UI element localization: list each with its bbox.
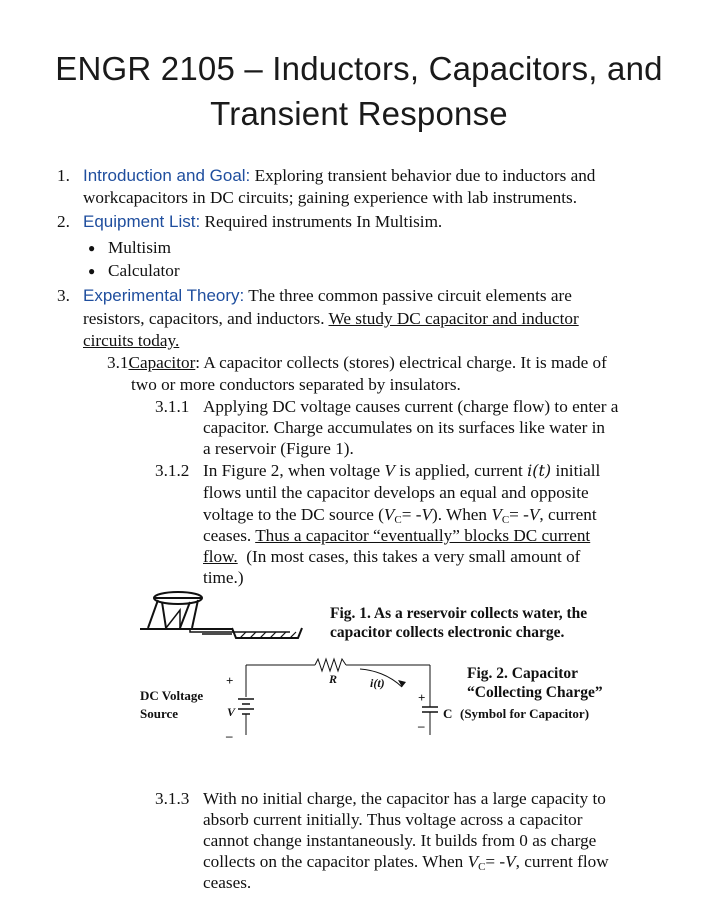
resistor-label: R <box>329 672 338 686</box>
section-3-line2: resistors, capacitors, and inductors. We study DC capacitor and inductor <box>83 309 579 328</box>
section-3-1-2-line3: voltage to the DC source $(V_C= -V)$. When $V_C= -V$, current <box>203 505 597 526</box>
section-3-line1: Experimental Theory: The three common passive circuit elements are <box>83 286 572 305</box>
voltage-label: V <box>227 705 236 719</box>
fig2-caption-line1: Fig. 2. Capacitor <box>467 665 579 682</box>
capacitor-minus-sign: – <box>418 718 425 733</box>
section-3-1-line1: 3.1Capacitor: A capacitor collects (stores) electrical charge. It is made of <box>107 353 607 372</box>
section-3-1-1-line2: capacitor. Charge accumulates on its surfaces like water in <box>203 418 606 437</box>
section-3-1-2-line5: flow. (In most cases, this takes a very small amount of <box>203 547 581 566</box>
section-2-line: Equipment List: Required instruments In Multisim. <box>83 212 443 231</box>
equipment-item-multisim: Multisim <box>108 238 172 257</box>
section-3-number: 3. <box>57 286 70 305</box>
section-1-number: 1. <box>57 166 70 185</box>
section-3-1-1-line3: a reservoir (Figure 1). <box>203 439 354 458</box>
fig1-caption-line2: capacitor collects electronic charge. <box>330 624 565 641</box>
capacitor-circuit-diagram <box>220 655 440 745</box>
section-3-1-2-line1: In Figure 2, when voltage V is applied, current i(t) initiall <box>203 461 601 480</box>
capacitor-term: Capacitor <box>128 353 196 372</box>
section-3-1-3-number: 3.1.3 <box>155 789 190 808</box>
source-label-line2: Source <box>140 706 179 721</box>
section-3-1-3-line1: With no initial charge, the capacitor has a large capacity to <box>203 789 606 808</box>
section-3-1-3-line2: absorb current initially. Thus voltage across a capacitor <box>203 810 583 829</box>
page-title-line2: Transient Response <box>210 95 508 132</box>
section-2-number: 2. <box>57 212 70 231</box>
section-3-1-2-line2: flows until the capacitor develops an equal and opposite <box>203 483 589 502</box>
current-label: i(t) <box>370 676 385 690</box>
section-3-heading: Experimental Theory: <box>83 286 245 305</box>
section-3-1-1-number: 3.1.1 <box>155 397 190 416</box>
bullet-icon: ● <box>88 264 96 278</box>
section-2-heading: Equipment List: <box>83 212 201 231</box>
bullet-icon: ● <box>88 241 96 255</box>
source-label-line1: DC Voltage <box>140 688 204 703</box>
source-plus-sign: + <box>226 673 234 688</box>
page-title: ENGR 2105 – Inductors, Capacitors, and <box>55 50 663 87</box>
reservoir-illustration <box>140 588 320 648</box>
section-3-line3: circuits today. <box>83 331 180 350</box>
section-3-1-1-line1: Applying DC voltage causes current (charge flow) to enter a <box>203 397 619 416</box>
section-3-1-line2: two or more conductors separated by insulators. <box>131 375 461 394</box>
section-3-1-3-line5: ceases. <box>203 873 252 892</box>
fig2-caption-line2: “Collecting Charge” <box>467 684 603 701</box>
section-3-1-2-line4: ceases. Thus a capacitor “eventually” blocks DC current <box>203 526 591 545</box>
section-1-heading: Introduction and Goal: <box>83 166 251 185</box>
capacitor-plus-sign: + <box>418 690 426 705</box>
section-1-line1: Introduction and Goal: Exploring transient behavior due to inductors and <box>83 166 596 185</box>
section-3-1-2-number: 3.1.2 <box>155 461 190 480</box>
section-3-1-3-line4: collects on the capacitor plates. When $V_C= -V$, current flow <box>203 852 609 873</box>
section-3-1-3-line3: cannot change instantaneously. It builds from 0 as charge <box>203 831 597 850</box>
capacitor-symbol-note: (Symbol for Capacitor) <box>460 706 590 721</box>
source-minus-sign: – <box>226 728 233 743</box>
capacitor-label: C <box>443 706 453 721</box>
fig1-caption-line1: Fig. 1. As a reservoir collects water, the <box>330 605 588 622</box>
equipment-item-calculator: Calculator <box>108 261 180 280</box>
section-3-1-2-line6: time.) <box>203 568 244 587</box>
section-1-line2: workcapacitors in DC circuits; gaining experience with lab instruments. <box>83 188 578 207</box>
